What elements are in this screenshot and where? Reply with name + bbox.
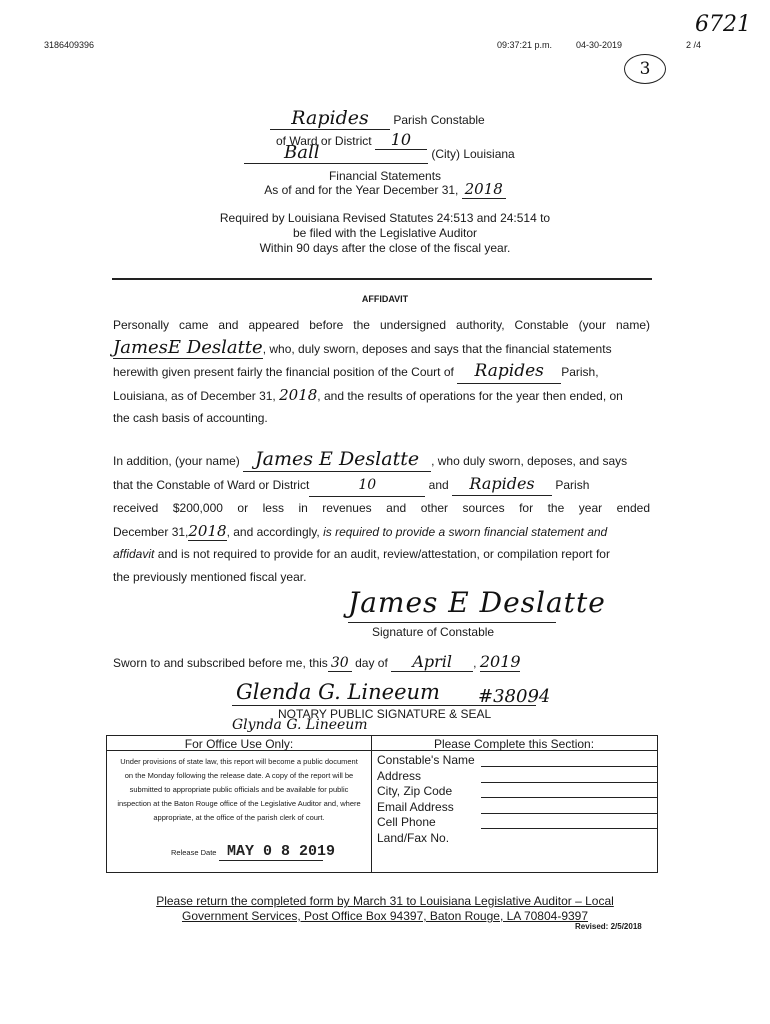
sworn-line — [113, 652, 520, 672]
p1-line-5: the cash basis of accounting. — [113, 411, 268, 425]
fs-title: Financial Statements — [328, 169, 442, 183]
release-date-line — [219, 860, 323, 861]
required-line-3: Within 90 days after the close of the fiscal year. — [259, 241, 511, 255]
notary-line — [232, 705, 536, 706]
p1-line-4 — [113, 384, 650, 408]
p2-line-4-mid: , and accordingly, — [226, 524, 320, 539]
divider — [112, 278, 652, 280]
field-line-4 — [481, 813, 657, 814]
year-handwritten: 2018 — [462, 180, 506, 199]
office-use-text: Under provisions of state law, this report will become a public document on the Monday following the release date. A copy of the report will be submitted to appropriate public officials and be available for public inspection at the Baton Rouge office of the Legislative Auditor and, where appropriate, at the office of the parish clerk of court. — [117, 757, 361, 822]
parish-line — [270, 107, 485, 130]
fax-date: 04-30-2019 — [576, 40, 623, 50]
fax-page: 2 /4 — [686, 40, 702, 50]
parish-constable-label: Parish Constable — [393, 113, 485, 127]
p2-line-4 — [113, 520, 650, 544]
affidavit-paragraph-1 — [113, 314, 650, 430]
field-city-zip: City, Zip Code — [377, 784, 453, 798]
p2-line-2-prefix: that the Constable of Ward or District — [113, 477, 310, 492]
p1-court-handwritten: Rapides — [457, 360, 561, 384]
sworn-day-handwritten: 30 — [328, 655, 352, 672]
p2-line-3: received $200,000 or less in revenues and other sources for the year ended — [113, 501, 650, 515]
footer-line-1: Please return the completed form by March 31 to Louisiana Legislative Auditor – Local — [156, 894, 614, 908]
notary-signature-image: Glenda G. Lineeum — [236, 680, 440, 704]
p1-year-handwritten: 2018 — [279, 385, 318, 404]
field-constable-name: Constable's Name — [377, 753, 475, 767]
p1-line-1: Personally came and appeared before the undersigned authority, Constable (your name) — [113, 318, 650, 332]
p2-parish-handwritten: Rapides — [452, 473, 552, 497]
required-line-2: be filed with the Legislative Auditor — [292, 226, 478, 240]
field-line-2 — [481, 782, 657, 783]
p1-line-3-prefix: herewith given present fairly the financial position of the Court of — [113, 365, 454, 379]
fax-time: 09:37:21 p.m. — [497, 40, 553, 50]
sworn-year-handwritten: 2019 — [479, 652, 521, 671]
sworn-prefix: Sworn to and subscribed before me, this — [113, 656, 328, 670]
sworn-month-handwritten: April — [391, 652, 473, 672]
notary-number-handwritten: #38094 — [478, 686, 551, 707]
sworn-mid: day of — [355, 656, 388, 670]
parish-handwritten: Rapides — [270, 107, 390, 130]
footer-return-instructions — [0, 894, 770, 924]
signature-line — [348, 622, 556, 623]
p2-line-1-prefix: In addition, (your name) — [113, 454, 240, 468]
field-land-fax: Land/Fax No. — [377, 830, 450, 845]
field-address: Address — [377, 768, 422, 783]
p2-line-2 — [113, 473, 650, 498]
signature-label: Signature of Constable — [372, 625, 495, 639]
p1-line-4-suffix: , and the results of operations for the year then ended, on — [317, 388, 623, 403]
city-line — [244, 142, 515, 164]
p2-line-5-italic: affidavit — [113, 547, 155, 561]
field-line-5 — [481, 828, 657, 829]
complete-section-title: Please Complete this Section: — [433, 737, 595, 751]
field-cell-phone: Cell Phone — [377, 815, 436, 829]
p1-line-2-rest: , who, duly sworn, deposes and says that the financial statements — [262, 341, 612, 356]
p2-line-1 — [113, 448, 650, 473]
p1-line-2 — [113, 337, 650, 361]
corner-handwritten-number: 6721 — [695, 12, 751, 37]
p2-year-handwritten: 2018 — [188, 521, 227, 540]
ward-handwritten: 10 — [375, 130, 427, 150]
office-box — [106, 735, 658, 873]
year-line — [0, 180, 770, 199]
affidavit-paragraph-2 — [113, 448, 650, 588]
city-handwritten: Ball — [244, 142, 428, 164]
p2-ward-handwritten: 10 — [309, 474, 425, 498]
p2-line-4-prefix: December 31, — [113, 524, 189, 539]
year-line-prefix: As of and for the Year December 31, — [264, 183, 459, 197]
field-email: Email Address — [377, 799, 454, 814]
constable-signature-image: James E Deslatte — [348, 586, 606, 619]
circled-number — [624, 54, 666, 84]
p2-line-6: the previously mentioned fiscal year. — [113, 569, 307, 584]
office-box-divider — [371, 736, 372, 872]
required-line-1: Required by Louisiana Revised Statutes 24:513 and 24:514 to — [219, 211, 551, 225]
notary-label: NOTARY PUBLIC SIGNATURE & SEAL — [278, 707, 492, 721]
revised-date: Revised: 2/5/2018 — [575, 922, 642, 931]
field-line-3 — [481, 797, 657, 798]
p1-line-4-prefix: Louisiana, as of December 31, — [113, 388, 276, 403]
p2-line-5 — [113, 543, 650, 566]
p2-line-1-suffix: , who duly sworn, deposes, and says — [431, 454, 628, 468]
release-date-label: Release Date — [171, 848, 217, 857]
p2-line-2-and: and — [428, 477, 449, 492]
affidavit-title: AFFIDAVIT — [361, 294, 409, 304]
office-use-title: For Office Use Only: — [184, 737, 294, 751]
fax-phone: 3186409396 — [44, 40, 95, 50]
p2-name-handwritten: James E Deslatte — [243, 448, 431, 472]
circled-number-text: 3 — [639, 59, 651, 79]
notary-printed-name-handwritten: Glynda G. Lineeum — [232, 717, 368, 733]
p2-line-2-suffix: Parish — [555, 477, 590, 492]
p2-line-5-rest: and is not required to provide for an audit, review/attestation, or compilation report for — [157, 547, 610, 561]
p1-line-3-suffix: Parish, — [561, 365, 599, 379]
release-date-stamp: MAY 0 8 2019 — [227, 843, 336, 860]
ward-label: of Ward or District — [276, 134, 372, 148]
p1-name-handwritten: JamesE Deslatte — [113, 336, 263, 358]
field-line-1 — [481, 766, 657, 767]
p2-line-4-italic: is required to provide a sworn financial statement and — [323, 524, 608, 539]
sworn-year-sep: , — [473, 656, 477, 670]
footer-line-2: Government Services, Post Office Box 94397, Baton Rouge, LA 70804-9397 — [181, 909, 589, 923]
city-label: (City) Louisiana — [431, 147, 515, 161]
field-labels — [377, 753, 475, 846]
p1-line-3 — [113, 360, 650, 384]
